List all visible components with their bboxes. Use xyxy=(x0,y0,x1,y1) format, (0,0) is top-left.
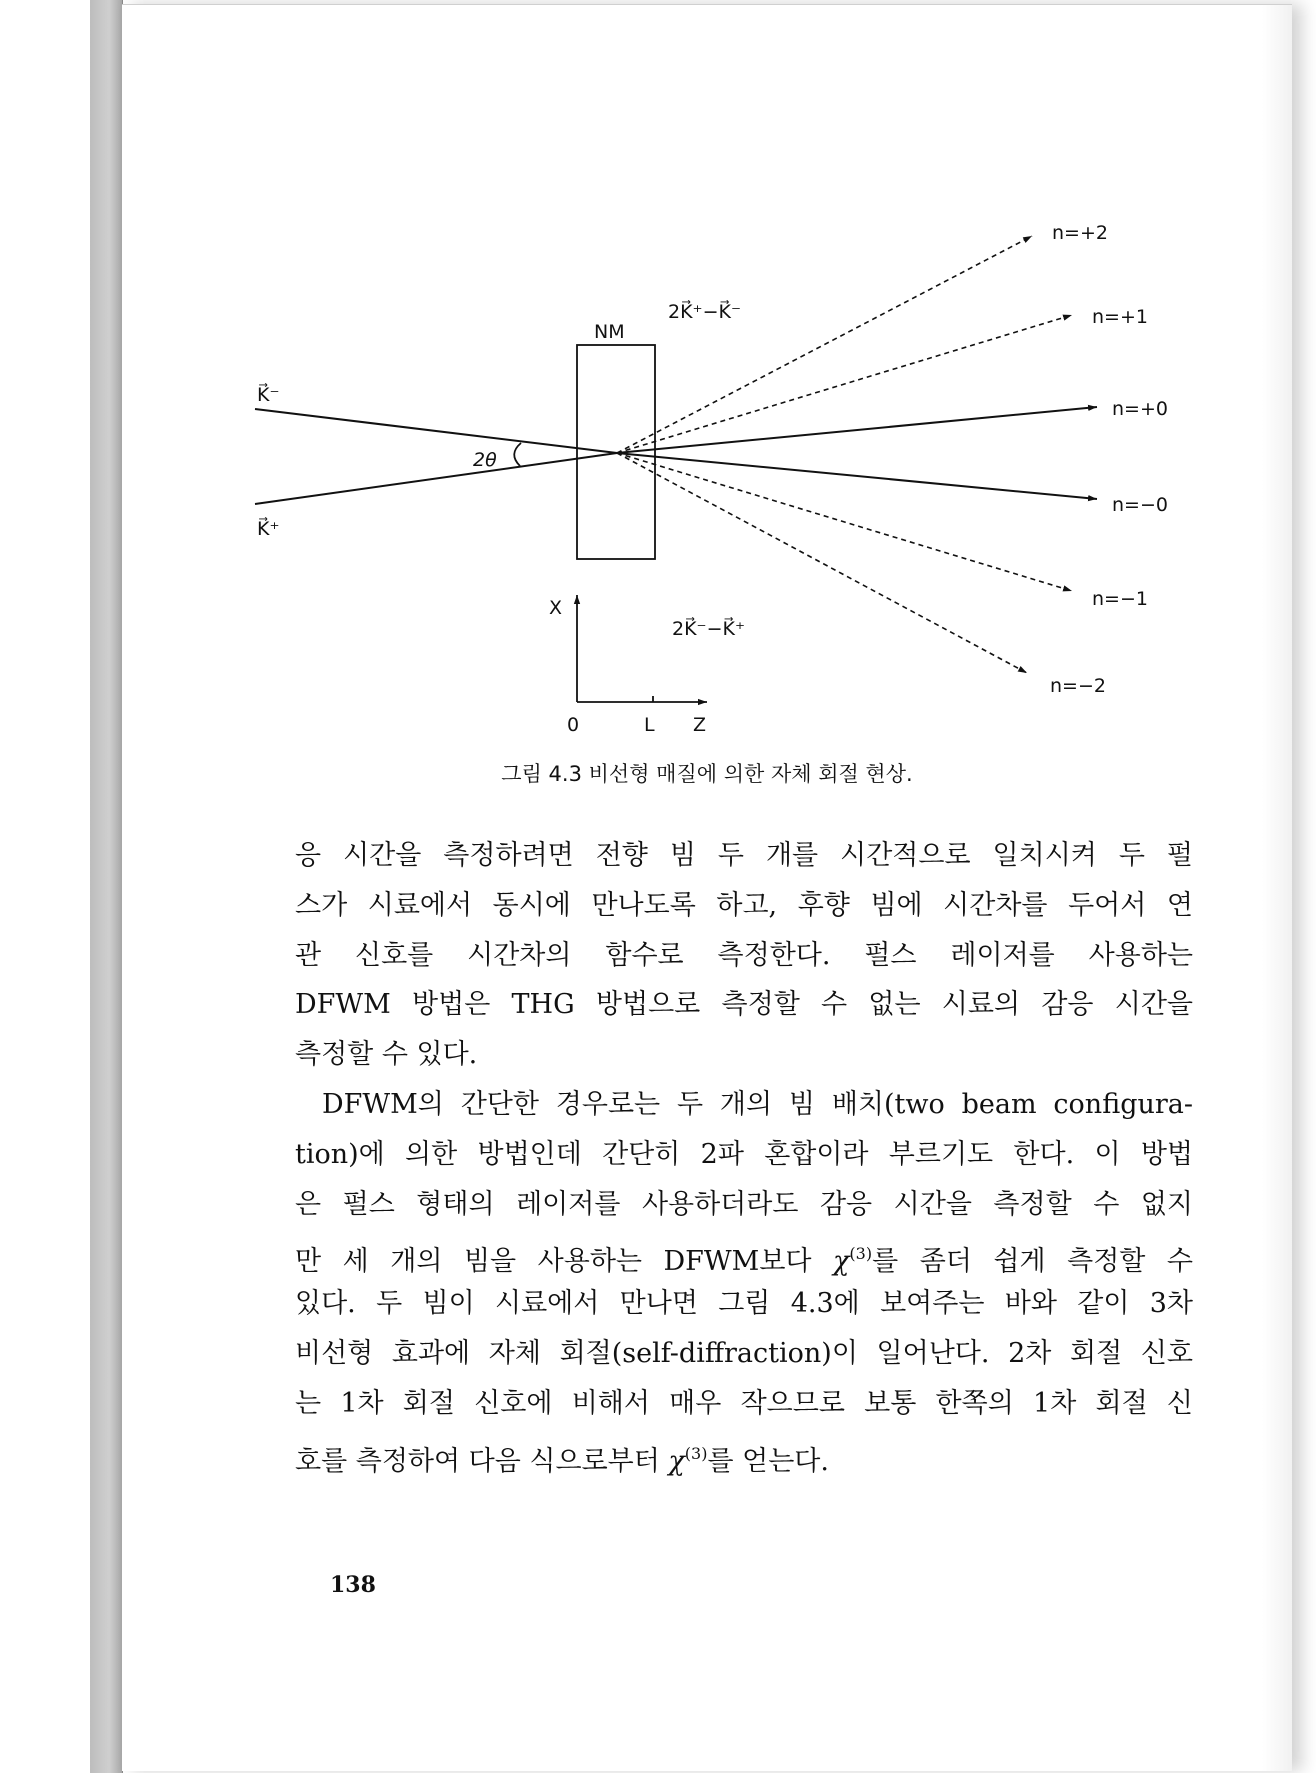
label-length: L xyxy=(644,714,655,736)
label-order-minus-2: n=−2 xyxy=(1050,675,1106,697)
caption-prefix: 그림 xyxy=(501,762,549,786)
body-line: 측정할 수 있다. xyxy=(295,1039,478,1071)
beam-n-plus-2 xyxy=(617,236,1032,453)
self-diffraction-figure xyxy=(122,5,1292,745)
beam-n-plus-0 xyxy=(617,407,1097,453)
caption-text: 비선형 매질에 의한 자체 회절 현상. xyxy=(581,762,913,786)
body-line xyxy=(295,1429,1193,1479)
body-line: 는 1차 회절 신호에 비해서 매우 작으므로 보통 한쪽의 1차 회절 신 xyxy=(295,1387,1193,1419)
caption-number: 4.3 xyxy=(548,762,582,786)
body-line-segment: 만 세 개의 빔을 사용하는 DFWM보다 xyxy=(295,1246,834,1278)
body-line-segment: 를 좀더 쉽게 측정할 수 xyxy=(872,1246,1193,1278)
body-line-segment: 를 얻는다. xyxy=(707,1445,829,1477)
label-k-plus: K⃗⁺ xyxy=(257,518,280,540)
body-line: 스가 시료에서 동시에 만나도록 하고, 후향 빔에 시간차를 두어서 연 xyxy=(295,889,1193,921)
label-order-plus-1: n=+1 xyxy=(1092,306,1148,328)
body-line xyxy=(295,1229,1193,1279)
body-line: 관 신호를 시간차의 함수로 측정한다. 펄스 레이저를 사용하는 xyxy=(295,939,1193,971)
incoming-beam-k-minus xyxy=(255,409,617,453)
label-lower-vector: 2K⃗⁻−K⃗⁺ xyxy=(672,618,745,640)
figure-caption xyxy=(122,758,1292,788)
label-order-plus-2: n=+2 xyxy=(1052,222,1108,244)
label-order-minus-0: n=−0 xyxy=(1112,494,1168,516)
body-line: 있다. 두 빔이 시료에서 만나면 그림 4.3에 보여주는 바와 같이 3차 xyxy=(295,1288,1193,1320)
label-z-axis: Z xyxy=(693,714,707,736)
book-page xyxy=(122,4,1292,1771)
body-line: 응 시간을 측정하려면 전향 빔 두 개를 시간적으로 일치시켜 두 펄 xyxy=(295,840,1193,871)
label-origin: 0 xyxy=(567,714,580,736)
chi-symbol: χ xyxy=(668,1445,685,1477)
beam-n-minus-1 xyxy=(617,453,1072,591)
label-upper-vector: 2K⃗⁺−K⃗⁻ xyxy=(668,301,741,323)
body-line: DFWM의 간단한 경우로는 두 개의 빔 배치(two beam configura- xyxy=(322,1088,1193,1120)
chi-order-superscript: (3) xyxy=(849,1244,873,1264)
body-line: DFWM 방법은 THG 방법으로 측정할 수 없는 시료의 감응 시간을 xyxy=(295,989,1193,1021)
incoming-beam-k-plus xyxy=(255,453,617,504)
angle-arc xyxy=(514,443,521,466)
body-line-segment: 호를 측정하여 다음 식으로부터 xyxy=(295,1445,669,1477)
label-order-minus-1: n=−1 xyxy=(1092,588,1148,610)
body-line: 비선형 효과에 자체 회절(self-diffraction)이 일어난다. 2차 회절 신호 xyxy=(295,1337,1193,1369)
label-x-axis: X xyxy=(549,597,563,619)
body-text xyxy=(295,831,1193,1478)
label-order-plus-0: n=+0 xyxy=(1112,398,1168,420)
beam-n-plus-1 xyxy=(617,315,1072,453)
body-line: tion)에 의한 방법인데 간단히 2파 혼합이라 부르기도 한다. 이 방법 xyxy=(295,1138,1193,1170)
book-spine xyxy=(90,0,123,1773)
label-k-minus: K⃗⁻ xyxy=(257,384,280,406)
chi-symbol: χ xyxy=(833,1246,850,1278)
label-nm: NM xyxy=(594,321,625,343)
label-angle: 2θ xyxy=(473,449,497,471)
body-line: 은 펄스 형태의 레이저를 사용하더라도 감응 시간을 측정할 수 없지 xyxy=(295,1188,1193,1220)
chi-order-superscript: (3) xyxy=(684,1443,708,1463)
page-number: 138 xyxy=(330,1572,376,1598)
